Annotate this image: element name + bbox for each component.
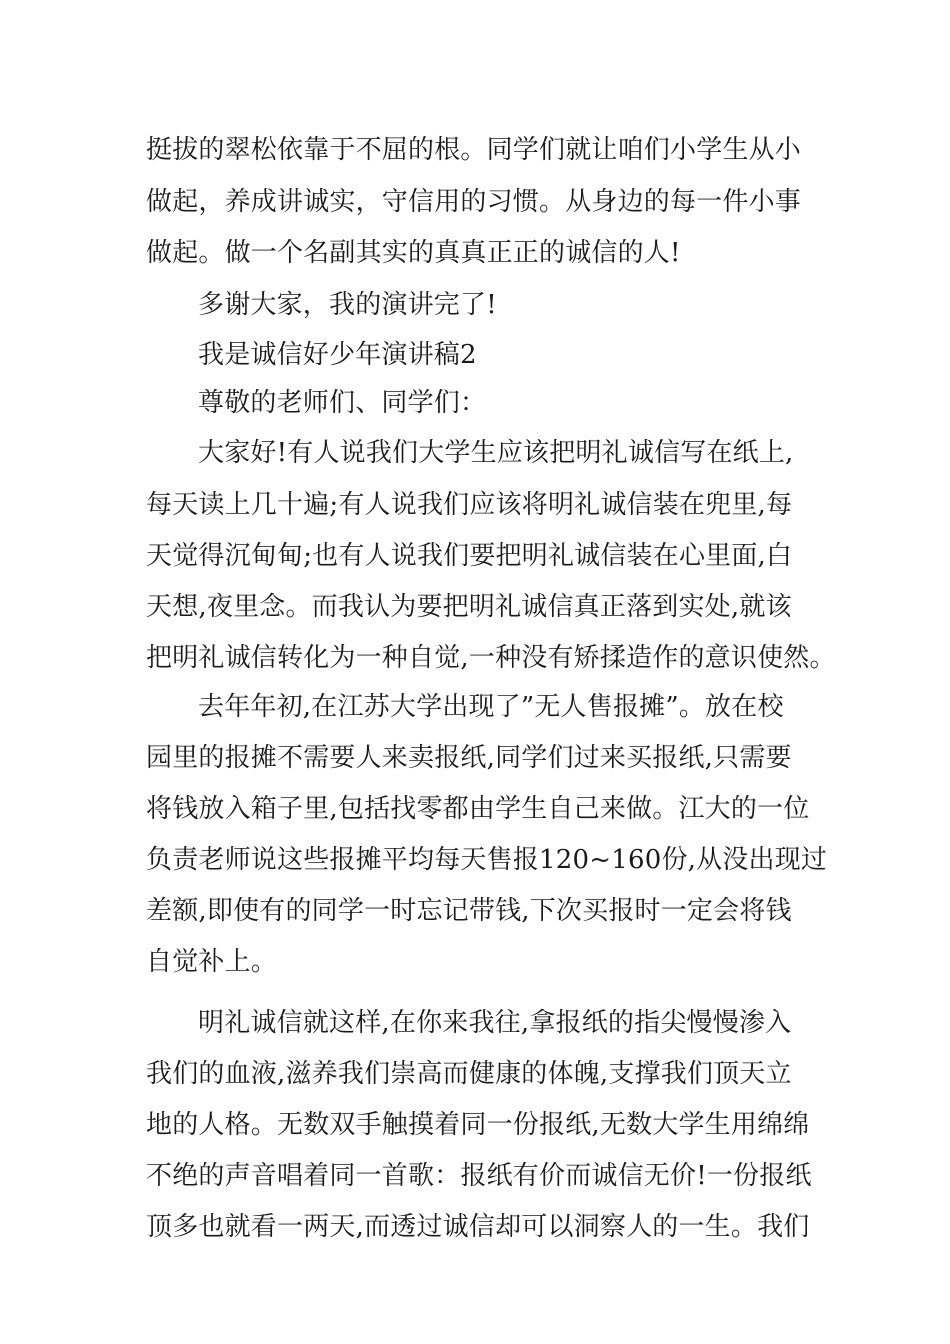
text-line: 将钱放入箱子里,包括找零都由学生自己来做。江大的一位	[146, 794, 810, 824]
text-line: 负责老师说这些报摊平均每天售报120~160份,从没出现过	[146, 845, 828, 875]
text-line: 做起，养成讲诚实，守信用的习惯。从身边的每一件小事	[146, 187, 802, 217]
text-line: 不绝的声音唱着同一首歌：报纸有价而诚信无价!一份报纸	[146, 1161, 812, 1191]
text-line: 挺拔的翠松依靠于不屈的根。同学们就让咱们小学生从小	[146, 135, 802, 165]
text-line: 把明礼诚信转化为一种自觉,一种没有矫揉造作的意识使然。	[146, 643, 836, 673]
text-line: 差额,即使有的同学一时忘记带钱,下次买报时一定会将钱	[146, 896, 792, 926]
speech-title: 我是诚信好少年演讲稿2	[198, 340, 477, 370]
text-line: 做起。做一个名副其实的真真正正的诚信的人!	[146, 238, 681, 268]
text-line: 天想,夜里念。而我认为要把明礼诚信真正落到实处,就该	[146, 592, 792, 622]
text-line: 顶多也就看一两天,而透过诚信却可以洞察人的一生。我们	[146, 1212, 810, 1242]
closing-line: 多谢大家，我的演讲完了!	[198, 290, 497, 320]
text-line: 每天读上几十遍;有人说我们应该将明礼诚信装在兜里,每	[146, 490, 793, 520]
salutation: 尊敬的老师们、同学们：	[198, 388, 487, 418]
text-line: 自觉补上。	[146, 947, 278, 977]
text-line: 园里的报摊不需要人来卖报纸,同学们过来买报纸,只需要	[146, 743, 792, 773]
text-line: 我们的血液,滋养我们崇高而健康的体魄,支撑我们顶天立	[146, 1059, 792, 1089]
text-line: 天觉得沉甸甸;也有人说我们要把明礼诚信装在心里面,白	[146, 541, 793, 571]
text-line: 去年年初,在江苏大学出现了”无人售报摊”。放在校	[198, 692, 784, 722]
text-line: 大家好!有人说我们大学生应该把明礼诚信写在纸上,	[198, 438, 794, 468]
text-line: 地的人格。无数双手触摸着同一份报纸,无数大学生用绵绵	[146, 1110, 810, 1140]
text-line: 明礼诚信就这样,在你来我往,拿报纸的指尖慢慢渗入	[198, 1008, 792, 1038]
